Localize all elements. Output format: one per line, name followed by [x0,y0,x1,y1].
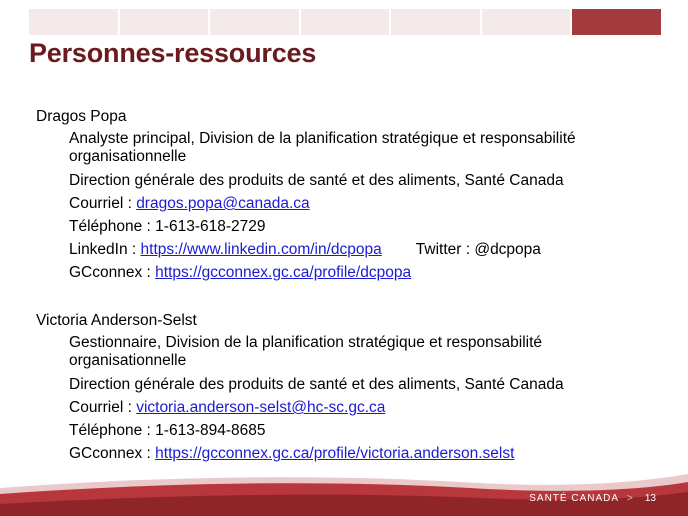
contacts-list [36,105,646,465]
gcconnex-link[interactable]: https://gcconnex.gc.ca/profile/victoria.anderson.selst [155,445,515,462]
linkedin-link[interactable]: https://www.linkedin.com/in/dcpopa [140,241,382,258]
contact-email-line [69,192,646,215]
contact-gcconnex-line [69,261,646,284]
contact-role: Gestionnaire, Division de la planification stratégique et responsabilité organisationnelle [69,334,543,369]
contact-gcconnex-line [69,442,646,465]
tab-segment [120,9,211,35]
gcconnex-link[interactable]: https://gcconnex.gc.ca/profile/dcpopa [155,264,412,281]
contact-social-line [69,238,646,261]
contact-name: Dragos Popa [36,108,127,125]
top-tab-bar [29,9,661,35]
tab-segment [391,9,482,35]
tab-segment [29,9,120,35]
email-link[interactable]: victoria.anderson-selst@hc-sc.gc.ca [136,399,386,416]
contact-branch: Direction générale des produits de santé et des aliments, Santé Canada [69,376,564,393]
page-title: Personnes-ressources [29,38,317,68]
contact-name: Victoria Anderson-Selst [36,312,197,329]
contact-phone: Téléphone : 1-613-894-8685 [69,422,266,439]
footer-brand: SANTÉ CANADA [529,493,620,504]
contact-branch: Direction générale des produits de santé et des aliments, Santé Canada [69,172,564,189]
email-label: Courriel : [69,399,137,416]
tab-segment [301,9,392,35]
contact-block [36,309,646,465]
footer [529,493,656,504]
footer-wave [0,468,688,516]
contact-block [36,105,646,284]
tab-segment [210,9,301,35]
page-number: 13 [644,493,656,504]
email-link[interactable]: dragos.popa@canada.ca [136,195,310,212]
tab-segment-active [572,9,661,35]
contact-role: Analyste principal, Division de la planification stratégique et responsabilité organisationnelle [69,130,576,165]
linkedin-label: LinkedIn : [69,241,141,258]
twitter-handle: Twitter : @dcpopa [415,241,541,258]
contact-email-line [69,396,646,419]
gcconnex-label: GCconnex : [69,445,156,462]
email-label: Courriel : [69,195,137,212]
gcconnex-label: GCconnex : [69,264,156,281]
tab-segment [482,9,573,35]
footer-chevron: > [627,493,633,504]
contact-phone: Téléphone : 1-613-618-2729 [69,218,266,235]
